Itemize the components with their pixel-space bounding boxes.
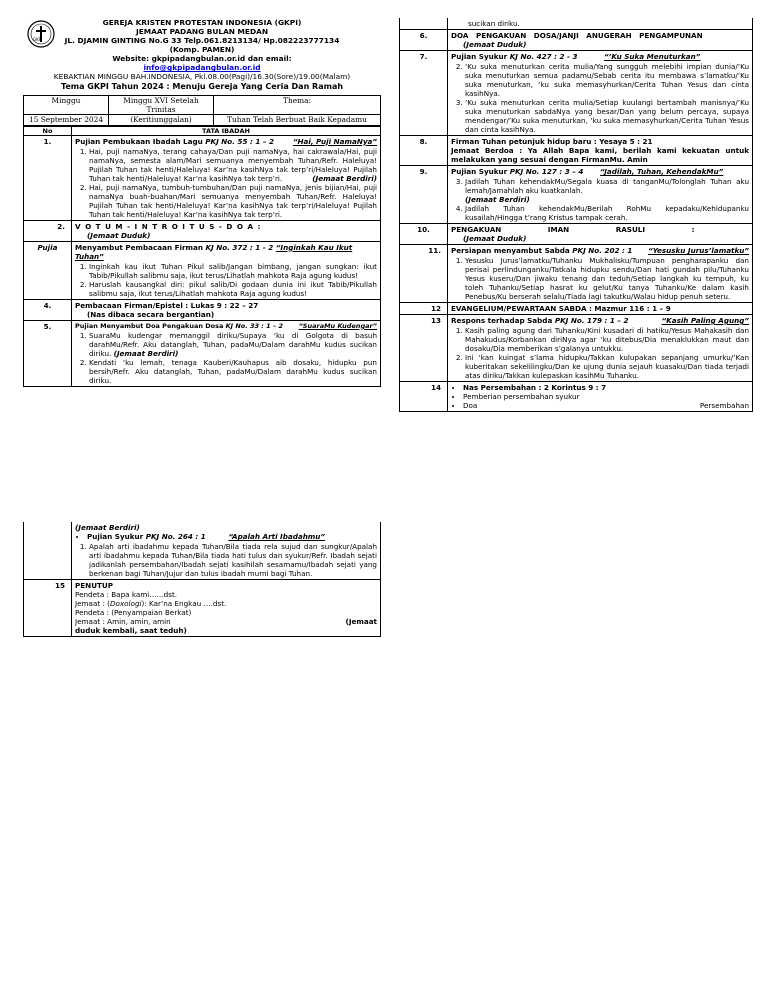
church-email-link[interactable]: info@gkpipadangbulan.or.id	[143, 63, 261, 73]
table-row: 5. Pujian Menyambut Doa Pengakuan Dosa KJ No. 33 : 1 – 2 “SuaraMu Kudengar” 1. SuaraMu kudengar memanggil diriku/Supaya ‘ku di Golgota di basuh darahMu/Refr. Aku datanglah, Tuhan, padaMu/Dalam darahMu kudus sucikan diriku. (Jemaat Berdiri) 2. Kendati ‘ku lemah, tenaga Kauberi/Kauhapus aib dosaku, hidupku pun bersih/Refr. Aku datanglah, Tuhan, padaMu/Dalam darahMu kudus sucikan diriku.	[24, 320, 381, 386]
right-page	[399, 18, 753, 470]
verse: 3. ‘Ku suka menuturkan cerita mulia/Setiap kuulangi bertambah manisnya/’Ku suka menuturkan sabdaNya yang besar/Dan yang belum percaya, supaya mendengar/’Ku suka menuturkan, ‘ku suka memasyhurkan/Cerita Tuhan Yesus dan cinta kasihNya.	[465, 98, 749, 134]
table-row: 11. Persiapan menyambut Sabda PKJ No. 202 : 1 “Yesusku Jurus’lamatku” 1. Yesusku Jurus’lamatku/Tuhanku Mukhalisku/Tumpuan pengharapanku dan perisai perlindunganku/Tatkala hidupku sendu/Dan hati gundah pilu/Tuhanku Yesus kuseru/Dan jiwaku tenang dan teduh/Setiap langkah ku tempuh, ku toleh Tuhanku/Setiap hasrat ku gelut/Ku tanya Tuhanku/Ke dalam kasih Penebus/Ku berserah selalu/Tiada lagi takutku/Walau hidup penuh seteru.	[400, 245, 753, 303]
liturgy-table-left	[23, 126, 381, 387]
head-title: TATA IBADAH	[72, 126, 381, 135]
table-row: 15 PENUTUP Pendeta : Bapa kami……dst. Jemaat : (Doxologi): Kar’na Engkau ….dst. Pendeta : (Penyampaian Berkat) Jemaat : Amin, amin, amin (Jemaat duduk kembali, saat teduh)	[24, 580, 381, 637]
verse: 1. Yesusku Jurus’lamatku/Tuhanku Mukhalisku/Tumpuan pengharapanku dan perisai perlindunganku/Tatkala hidupku sendu/Dan hati gundah pilu/Tuhanku Yesus kuseru/Dan jiwaku tenang dan teduh/Setiap langkah ku tempuh, ku toleh Tuhanku/Setiap hasrat ku gelut/Ku tanya Tuhanku/Ke dalam kasih Penebus/Ku berserah selalu/Tiada lagi takutku/Walau hidup penuh seteru.	[465, 256, 749, 301]
table-row: 10. PENGAKUAN IMAN RASULI : (Jemaat Duduk)	[400, 224, 753, 245]
svg-text:GKPI: GKPI	[33, 37, 43, 42]
verse: 1. Kasih paling agung dari Tuhanku/Kini kusadari di hatiku/Yesus Mahakasih dan Mahakudus/Korbankan diriNya agar ‘ku ditebus/Dia menaklukkan maut dan dosaku/Dia memberikan s’galanya untukku.	[465, 326, 749, 353]
church-website: Website: gkpipadangbulan.or.id dan email:	[112, 54, 292, 64]
verse: 1. Apalah arti ibadahmu kepada Tuhan/Bila tiada rela sujud dan sungkur/Apalah arti ibadahmu kepada Tuhan/Bila tiada hati tulus dan syukur/Refr. Ibadah sejati jadikanlah persembahan/Ibadah sejati kasihilah sesamamu/Ibadah sejati yang berkenan bagi Tuhan/Jujur dan tulus ibadah murni bagi Tuhan.	[89, 542, 377, 578]
table-row: 6. DOA PENGAKUAN DOSA/JANJI ANUGERAH PENGAMPUNAN (Jemaat Duduk)	[400, 30, 753, 51]
info-theme-label: Thema:	[214, 95, 381, 115]
verse: 1. SuaraMu kudengar memanggil diriku/Supaya ‘ku di Golgota di basuh darahMu/Refr. Aku datanglah, Tuhan, padaMu/Dalam darahMu kudus sucikan diriku. (Jemaat Berdiri)	[89, 331, 377, 358]
church-complex: (Komp. PAMEN)	[169, 45, 235, 55]
table-row: 7. Pujian Syukur KJ No. 427 : 2 - 3 “’Ku Suka Menuturkan” 2. ‘Ku suka menuturkan cerita mulia/Yang sungguh melebihi impian dunia/’Ku suka menuturkan semua padamu/Sebab cerita itu membawa s’lamatku/’Ku suka menuturkan, ‘ku suka memasyhurkan/Cerita Tuhan Yesus dan cinta kasihNya. 3. ‘Ku suka menuturkan cerita mulia/Setiap kuulangi bertambah manisnya/’Ku suka menuturkan sabdaNya yang besar/Dan yang belum percaya, supaya mendengar/’Ku suka menuturkan, ‘ku suka memasyhurkan/Cerita Tuhan Yesus dan cinta kasihNya.	[400, 51, 753, 136]
congregation-name: JEMAAT PADANG BULAN MEDAN	[135, 27, 269, 37]
gkpi-logo-icon	[27, 20, 55, 48]
church-address: JL. DJAMIN GINTING No.G 33 Telp.061.8213134/ Hp.082223777134	[64, 36, 340, 46]
offering-prayer: • Doa Persembahan	[463, 401, 749, 410]
table-row: 8. Firman Tuhan petunjuk hidup baru : Yesaya 5 : 21 Jemaat Berdoa : Ya Allah Bapa kami, berilah kami kekuatan untuk melakukan yang sesuai dengan FirmanMu. Amin	[400, 136, 753, 166]
head-no: No	[24, 126, 72, 135]
info-theme: Tuhan Telah Berbuat Baik Kepadamu	[214, 115, 381, 125]
table-row: 4. Pembacaan Firman/Epistel : Lukas 9 : 22 – 27 (Nas dibaca secara bergantian)	[24, 299, 381, 320]
service-info-table	[23, 95, 381, 126]
table-row: 2. V O T U M - I N T R O I T U S - D O A : (Jemaat Duduk)	[24, 220, 381, 241]
table-head	[24, 126, 381, 135]
offering-verse: • Nas Persembahan : 2 Korintus 9 : 7	[463, 383, 749, 392]
info-day-label: Minggu	[24, 95, 109, 115]
verse: 1. Hai, puji namaNya, terang cahaya/Dan puji namaNya, hai cakrawala/Hai, puji namaNya, semesta alam/Mari semuanya menyembah Tuhan/Refr. Haleluya! Pujilah Tuhan tak henti/Haleluya! Kar’na kasihNya tak terp’ri/Haleluya! Pujilah Tuhan tak henti/Haleluya! Kar’na kasihNya tak terp’ri. (Jemaat Berdiri)	[89, 147, 377, 183]
offering-item: • Pemberian persembahan syukur	[463, 392, 749, 401]
table-row: 13 Respons terhadap Sabda PKJ No. 179 : 1 – 2 “Kasih Paling Agung” 1. Kasih paling agung dari Tuhanku/Kini kusadari di hatiku/Yesus Mahakasih dan Mahakudus/Korbankan diriNya agar ‘ku ditebus/Dia menaklukkan maut dan dosaku/Dia memberikan s’galanya untukku. 2. Ini ‘kan kuingat s’lama hidupku/Takkan kulupakan sepanjang umurku/’Kan kuberitakan sekelilingku/Dan ke ujung dunia sejauh kuasaku/Dan tiada terjadi atas diriku/Takkan kulepaskan kasihMu Tuhanku.	[400, 315, 753, 382]
verse: 2. Ini ‘kan kuingat s’lama hidupku/Takkan kulupakan sepanjang umurku/’Kan kuberitakan sekelilingku/Dan ke ujung dunia sejauh kuasaku/Dan tiada terjadi atas diriku/Takkan kulepaskan kasihMu Tuhanku.	[465, 353, 749, 380]
table-row: 12 EVANGELIUM/PEWARTAAN SABDA : Mazmur 116 : 1 – 9	[400, 303, 753, 315]
table-row: Pujia Menyambut Pembacaan Firman KJ No. 372 : 1 - 2 “Inginkah Kau Ikut Tuhan” 1. Inginkah kau ikut Tuhan Pikul salib/Jangan bimbang, jangan sungkan: ikut Tabib/Pikullah salibmu saja, ikut terus/Lihatlah mahkota Raja agung kudus! 2. Haruslah kausangkal diri: pikul salib/Di godaan dunia ini ikut Tabib/Pikullah salibmu saja, ikut terus/Lihatlah mahkota Raja agung kudus!	[24, 241, 381, 299]
verse: 4. Jadilah Tuhan kehendakMu/Berilah RohMu kepadaku/Kehidupanku kusailah/Hingga t’rang Kristus tampak cerah.	[465, 204, 749, 222]
year-theme: Tema GKPI Tahun 2024 : Menuju Gereja Yang Ceria Dan Ramah	[60, 82, 344, 92]
table-row: 1. Pujian Pembukaan Ibadah Lagu PKJ No. 55 : 1 – 2 “Hai, Puji NamaNya” 1. Hai, puji namaNya, terang cahaya/Dan puji namaNya, hai cakrawala/Hai, puji namaNya, semesta alam/Mari semuanya menyembah Tuhan/Refr. Haleluya! Pujilah Tuhan tak henti/Haleluya! Kar’na kasihNya tak terp’ri/Haleluya! Pujilah Tuhan tak henti/Haleluya! Kar’na kasihNya tak terp’ri. (Jemaat Berdiri) 2. Hai, puji namaNya, tumbuh-tumbuhan/Dan puji namaNya, jenis bijian/Hai, puji namaNya buah-buahan/Mari semuanya menyembah Tuhan/Refr. Haleluya! Pujilah Tuhan tak henti/Haleluya! Kar’na kasihNya tak terp’ri/Haleluya! Pujilah Tuhan tak henti/Haleluya! Kar’na kasihNya tak terp’ri.	[24, 135, 381, 220]
table-row: 9. Pujian Syukur PKJ No. 127 : 3 – 4 “Jadilah, Tuhan, KehendakMu” 3. Jadilah Tuhan kehendakMu/Segala kuasa di tanganMu/Tolonglah Tuhan aku lemah/Jamahlah aku kuatkanlah. (Jemaat Berdiri) 4. Jadilah Tuhan kehendakMu/Berilah RohMu kepadaku/Kehidupanku kusailah/Hingga t’rang Kristus tampak cerah.	[400, 166, 753, 224]
left-page	[23, 18, 381, 387]
table-row	[400, 18, 753, 30]
verse: 2. ‘Ku suka menuturkan cerita mulia/Yang sungguh melebihi impian dunia/’Ku suka menuturkan semua padamu/Sebab cerita itu membawa s’lamatku/’Ku suka menuturkan, ‘ku suka memasyhurkan/Cerita Tuhan Yesus dan cinta kasihNya.	[465, 62, 749, 98]
prev-tail: sucikan diriku.	[448, 18, 753, 30]
verse: 2. Kendati ‘ku lemah, tenaga Kauberi/Kauhapus aib dosaku, hidupku pun bersih/Refr. Aku datanglah, Tuhan, padaMu/Dalam darahMu kudus sucikan diriku.	[89, 358, 377, 385]
verse: 1. Inginkah kau ikut Tuhan Pikul salib/Jangan bimbang, jangan sungkan: ikut Tabib/Pikullah salibmu saja, ikut terus/Lihatlah mahkota Raja agung kudus!	[89, 262, 377, 280]
service-times: KEBAKTIAN MINGGU BAH.INDONESIA, Pkl.08.00(Pagi)/16.30(Sore)/19.00(Malam)	[53, 72, 351, 82]
liturgy-table-right	[399, 18, 753, 412]
verse: 2. Hai, puji namaNya, tumbuh-tumbuhan/Dan puji namaNya, jenis bijian/Hai, puji namaNya buah-buahan/Mari semuanya menyembah Tuhan/Refr. Haleluya! Pujilah Tuhan tak henti/Haleluya! Kar’na kasihNya tak terp’ri/Haleluya! Pujilah Tuhan tak henti/Haleluya! Kar’na kasihNya tak terp’ri.	[89, 183, 377, 219]
info-sunday-sub: (Keritiunggalan)	[109, 115, 214, 125]
table-row: 14 • Nas Persembahan : 2 Korintus 9 : 7 • Pemberian persembahan syukur • Doa Persembahan	[400, 382, 753, 412]
liturgy-table-continuation	[23, 522, 381, 637]
continuation-page	[23, 522, 381, 637]
verse: 3. Jadilah Tuhan kehendakMu/Segala kuasa di tanganMu/Tolonglah Tuhan aku lemah/Jamahlah aku kuatkanlah. (Jemaat Berdiri)	[465, 177, 749, 204]
info-sunday-name: Minggu XVI Setelah Trinitas	[109, 95, 214, 115]
table-row: (Jemaat Berdiri) • Pujian Syukur PKJ No. 264 : 1 “Apalah Arti Ibadahmu” 1. Apalah arti ibadahmu kepada Tuhan/Bila tiada rela sujud dan sungkur/Apalah arti ibadahmu kepada Tuhan/Bila tiada hati tulus dan syukur/Refr. Ibadah sejati jadikanlah persembahan/Ibadah sejati kasihilah sesamamu/Ibadah sejati yang berkenan bagi Tuhan/Jujur dan tulus ibadah murni bagi Tuhan.	[24, 522, 381, 580]
verse: 2. Haruslah kausangkal diri: pikul salib/Di godaan dunia ini ikut Tabib/Pikullah salibmu saja, ikut terus/Lihatlah mahkota Raja agung kudus!	[89, 280, 377, 298]
church-name: GEREJA KRISTEN PROTESTAN INDONESIA (GKPI)	[102, 18, 302, 27]
church-header	[23, 18, 381, 81]
info-date: 15 September 2024	[24, 115, 109, 125]
